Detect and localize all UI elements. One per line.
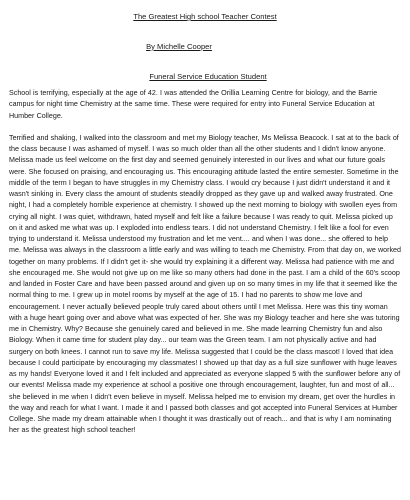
paragraph-story: Terrified and shaking, I walked into the classroom and met my Biology teacher, Ms Melissa Beacock. I sat at to the back of the class because I was ashamed of myself. I was so much older than all the other students and I didn't know anyone. Melissa made us feel welcome on the first day and seemed genuinely interested in our lives and what our future goals were. She focused on praising, and encouraging us. This encouraging attitude lasted the entire semester. Sometime in the middle of the term I began to have struggles in my Chemistry class. I would cry because I just didn't understand it and it wasn't sinking in. Every class the amount of students steadily dropped as they gave up and walked away frustrated. One night, I had a completely horrible experience at chemistry. I showed up the next morning to biology with swollen eyes from crying all night. I was quiet, withdrawn, hated myself and felt like a failure because I was ready to quit. Melissa picked up on it and asked me what was up. I exploded into endless tears. I did not understand Chemistry. I felt like a fool for even trying to understand it. Melissa understood my frustration and let me vent.... and when I was done... she offered to help me. Melissa was always in the classroom a little early and was willing to teach me Chemistry. From that day on, we worked together on many problems. If I didn't get it- she would try explaining it a different way. Melissa had patience with me and she encouraged me. She would not give up on me like so many others had done in the past. I am a child of the 60's scoop and landed in Foster Care and have been passed around and given up on so many times in my life that it seemed like the normal thing to me. I grew up in motel rooms by myself at the age of 15. I had no parents to show me love and encouragement. I never actually believed people truly cared about others until I met Melissa. Here was this tiny woman with a huge heart going over and above what was expected of her. She was my Biology teacher and here she was tutoring me in Chemistry. Why? Because she genuinely cared and believed in me. She made learning Chemistry fun and also Biology. When it came time for student play day... our team was the Green team. I am not physically active and had surgery on both knees. I cannot run to save my life. Melissa suggested that I could be the class mascot! I loved that idea because I could participate by encouraging my classmates! I showed up that day as a full size sunflower with huge leaves as my hands! Everyone loved it and I felt included and appreciated as everyone slapped 5 with the sunflower before any of our events! Melissa made my experience at school a positive one through encouragement, laughter, fun and most of all... she believed in me when I didn't even believe in myself. Melissa helped me to envision my dream, get over the hurdles in the way and reach for what I want. I made it and I passed both classes and got accepted into Funeral Services at Humber College. She made my dream attainable when I thought it was drastically out of reach... and that is why I am nominating her as the greatest high school teacher!	[9, 133, 401, 435]
document-subtitle: Funeral Service Education Student	[149, 72, 267, 81]
document-byline: By Michelle Cooper	[146, 42, 212, 51]
document-header	[9, 6, 401, 88]
paragraph-intro: School is terrifying, especially at the age of 42. I was attended the Orillia Learning Centre for biology, and the Barrie campus for night time Chemistry at the same time. These were required for entry into Funeral Service Education at Humber College.	[9, 89, 378, 120]
document-title: The Greatest High school Teacher Contest	[133, 12, 277, 21]
